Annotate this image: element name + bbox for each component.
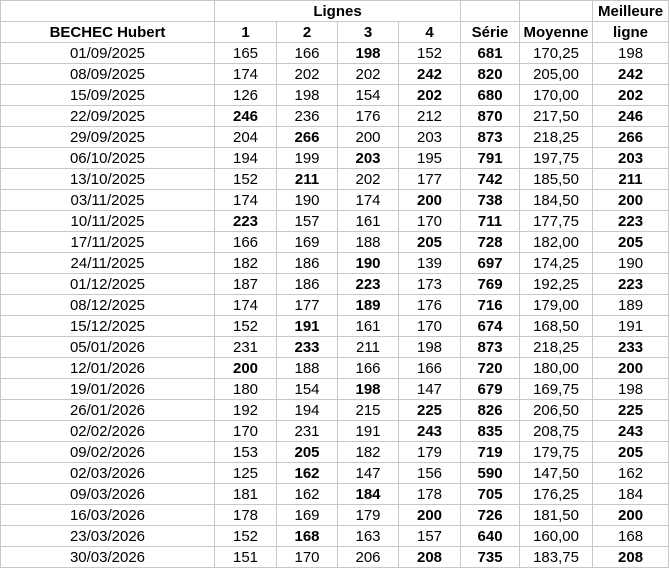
serie-cell: 873: [461, 127, 520, 148]
meilleure-ligne-cell: 266: [593, 127, 669, 148]
serie-cell: 742: [461, 169, 520, 190]
line-3-cell: 188: [338, 232, 399, 253]
meilleure-ligne-cell: 208: [593, 547, 669, 568]
meilleure-ligne-cell: 225: [593, 400, 669, 421]
meilleure-ligne-cell: 243: [593, 421, 669, 442]
moyenne-cell: 218,25: [520, 127, 593, 148]
line-4-cell: 170: [399, 211, 461, 232]
date-cell: 15/09/2025: [1, 85, 215, 106]
date-cell: 06/10/2025: [1, 148, 215, 169]
moyenne-cell: 180,00: [520, 358, 593, 379]
line-3-cell: 174: [338, 190, 399, 211]
serie-cell: 791: [461, 148, 520, 169]
line-4-cell: 242: [399, 64, 461, 85]
header-row-sub: [1, 22, 669, 43]
moyenne-cell: 205,00: [520, 64, 593, 85]
line-1-cell: 165: [215, 43, 277, 64]
moyenne-cell: 177,75: [520, 211, 593, 232]
meilleure-ligne-cell: 190: [593, 253, 669, 274]
line-3-cell: 176: [338, 106, 399, 127]
line-2-cell: 154: [277, 379, 338, 400]
line-1-cell: 125: [215, 463, 277, 484]
date-cell: 30/03/2026: [1, 547, 215, 568]
serie-cell: 681: [461, 43, 520, 64]
line-1-cell: 153: [215, 442, 277, 463]
line-1-cell: 178: [215, 505, 277, 526]
moyenne-cell: 192,25: [520, 274, 593, 295]
meilleure-ligne-cell: 200: [593, 505, 669, 526]
line-1-cell: 126: [215, 85, 277, 106]
serie-cell: 769: [461, 274, 520, 295]
date-cell: 17/11/2025: [1, 232, 215, 253]
line-3-cell: 182: [338, 442, 399, 463]
line-2-cell: 199: [277, 148, 338, 169]
date-cell: 29/09/2025: [1, 127, 215, 148]
moyenne-cell: 197,75: [520, 148, 593, 169]
line-3-cell: 190: [338, 253, 399, 274]
date-cell: 23/03/2026: [1, 526, 215, 547]
line-3-cell: 200: [338, 127, 399, 148]
meilleure-ligne-cell: 211: [593, 169, 669, 190]
line-1-cell: 181: [215, 484, 277, 505]
line-2-cell: 162: [277, 463, 338, 484]
serie-header: Série: [461, 22, 520, 43]
line-1-cell: 194: [215, 148, 277, 169]
line-1-cell: 231: [215, 337, 277, 358]
line-4-cell: 176: [399, 295, 461, 316]
line-3-cell: 189: [338, 295, 399, 316]
line-3-cell: 215: [338, 400, 399, 421]
date-cell: 02/03/2026: [1, 463, 215, 484]
date-cell: 02/02/2026: [1, 421, 215, 442]
header-blank-cell: [1, 1, 215, 22]
line-2-cell: 177: [277, 295, 338, 316]
meilleure-ligne-cell: 184: [593, 484, 669, 505]
line-3-cell: 161: [338, 211, 399, 232]
line-1-cell: 182: [215, 253, 277, 274]
moyenne-cell: 160,00: [520, 526, 593, 547]
table-row: [1, 421, 669, 442]
line-3-cell: 191: [338, 421, 399, 442]
table-row: [1, 232, 669, 253]
meilleure-ligne-cell: 189: [593, 295, 669, 316]
line-3-cell: 202: [338, 64, 399, 85]
line-2-cell: 157: [277, 211, 338, 232]
date-cell: 05/01/2026: [1, 337, 215, 358]
date-cell: 19/01/2026: [1, 379, 215, 400]
moyenne-cell: 184,50: [520, 190, 593, 211]
date-cell: 22/09/2025: [1, 106, 215, 127]
meilleure-ligne-cell: 205: [593, 232, 669, 253]
serie-cell: 738: [461, 190, 520, 211]
line-3-cell: 202: [338, 169, 399, 190]
line-2-cell: 169: [277, 232, 338, 253]
table-row: [1, 148, 669, 169]
line-1-cell: 246: [215, 106, 277, 127]
date-cell: 15/12/2025: [1, 316, 215, 337]
line-1-cell: 204: [215, 127, 277, 148]
table-row: [1, 211, 669, 232]
line-4-cell: 147: [399, 379, 461, 400]
table-row: [1, 127, 669, 148]
line-4-cell: 156: [399, 463, 461, 484]
moyenne-cell: 168,50: [520, 316, 593, 337]
moyenne-cell: 147,50: [520, 463, 593, 484]
line-2-cell: 186: [277, 274, 338, 295]
line-4-cell: 208: [399, 547, 461, 568]
line-1-cell: 151: [215, 547, 277, 568]
meilleure-ligne-cell: 168: [593, 526, 669, 547]
serie-cell: 826: [461, 400, 520, 421]
line-2-cell: 169: [277, 505, 338, 526]
date-cell: 03/11/2025: [1, 190, 215, 211]
date-cell: 09/02/2026: [1, 442, 215, 463]
line-3-cell: 223: [338, 274, 399, 295]
moyenne-cell: 181,50: [520, 505, 593, 526]
meilleure-ligne-cell: 242: [593, 64, 669, 85]
serie-cell: 590: [461, 463, 520, 484]
header-blank-moyenne: [520, 1, 593, 22]
date-cell: 10/11/2025: [1, 211, 215, 232]
serie-cell: 711: [461, 211, 520, 232]
line-4-cell: 243: [399, 421, 461, 442]
line-2-cell: 168: [277, 526, 338, 547]
line-4-cell: 225: [399, 400, 461, 421]
table-row: [1, 442, 669, 463]
table-row: [1, 547, 669, 568]
moyenne-cell: 182,00: [520, 232, 593, 253]
meilleure-ligne-cell: 200: [593, 190, 669, 211]
line-2-header: 2: [277, 22, 338, 43]
table-row: [1, 484, 669, 505]
table-row: [1, 337, 669, 358]
line-4-header: 4: [399, 22, 461, 43]
moyenne-cell: 174,25: [520, 253, 593, 274]
line-2-cell: 231: [277, 421, 338, 442]
line-3-cell: 154: [338, 85, 399, 106]
line-1-cell: 180: [215, 379, 277, 400]
meilleure-ligne-cell: 162: [593, 463, 669, 484]
moyenne-cell: 176,25: [520, 484, 593, 505]
date-cell: 08/09/2025: [1, 64, 215, 85]
moyenne-header: Moyenne: [520, 22, 593, 43]
moyenne-cell: 169,75: [520, 379, 593, 400]
table-row: [1, 295, 669, 316]
table-row: [1, 526, 669, 547]
line-3-cell: 179: [338, 505, 399, 526]
line-1-cell: 174: [215, 190, 277, 211]
line-3-cell: 166: [338, 358, 399, 379]
moyenne-cell: 208,75: [520, 421, 593, 442]
meilleure-ligne-cell: 205: [593, 442, 669, 463]
line-2-cell: 170: [277, 547, 338, 568]
date-cell: 09/03/2026: [1, 484, 215, 505]
table-row: [1, 253, 669, 274]
line-1-cell: 166: [215, 232, 277, 253]
table-row: [1, 190, 669, 211]
lignes-header: Lignes: [215, 1, 461, 22]
line-2-cell: 166: [277, 43, 338, 64]
table-row: [1, 463, 669, 484]
meilleure-header: Meilleure: [593, 1, 669, 22]
date-cell: 12/01/2026: [1, 358, 215, 379]
serie-cell: 820: [461, 64, 520, 85]
table-row: [1, 316, 669, 337]
table-row: [1, 274, 669, 295]
date-cell: 26/01/2026: [1, 400, 215, 421]
line-4-cell: 173: [399, 274, 461, 295]
line-1-cell: 187: [215, 274, 277, 295]
meilleure-ligne-cell: 198: [593, 379, 669, 400]
serie-cell: 680: [461, 85, 520, 106]
line-4-cell: 157: [399, 526, 461, 547]
line-1-cell: 200: [215, 358, 277, 379]
table-row: [1, 169, 669, 190]
line-1-cell: 174: [215, 64, 277, 85]
serie-cell: 705: [461, 484, 520, 505]
line-2-cell: 198: [277, 85, 338, 106]
ligne-header: ligne: [593, 22, 669, 43]
moyenne-cell: 206,50: [520, 400, 593, 421]
moyenne-cell: 185,50: [520, 169, 593, 190]
line-3-cell: 203: [338, 148, 399, 169]
line-2-cell: 162: [277, 484, 338, 505]
line-1-header: 1: [215, 22, 277, 43]
line-2-cell: 205: [277, 442, 338, 463]
line-3-cell: 206: [338, 547, 399, 568]
serie-cell: 870: [461, 106, 520, 127]
serie-cell: 674: [461, 316, 520, 337]
line-2-cell: 194: [277, 400, 338, 421]
line-2-cell: 211: [277, 169, 338, 190]
line-3-cell: 147: [338, 463, 399, 484]
table-row: [1, 106, 669, 127]
line-4-cell: 177: [399, 169, 461, 190]
table-row: [1, 379, 669, 400]
meilleure-ligne-cell: 202: [593, 85, 669, 106]
line-1-cell: 192: [215, 400, 277, 421]
line-4-cell: 178: [399, 484, 461, 505]
line-2-cell: 266: [277, 127, 338, 148]
line-2-cell: 236: [277, 106, 338, 127]
serie-cell: 720: [461, 358, 520, 379]
table-row: [1, 358, 669, 379]
table-row: [1, 505, 669, 526]
line-3-cell: 184: [338, 484, 399, 505]
line-1-cell: 152: [215, 316, 277, 337]
table-row: [1, 400, 669, 421]
moyenne-cell: 183,75: [520, 547, 593, 568]
line-1-cell: 174: [215, 295, 277, 316]
table-row: [1, 43, 669, 64]
meilleure-ligne-cell: 203: [593, 148, 669, 169]
moyenne-cell: 170,00: [520, 85, 593, 106]
moyenne-cell: 217,50: [520, 106, 593, 127]
serie-cell: 679: [461, 379, 520, 400]
line-4-cell: 198: [399, 337, 461, 358]
serie-cell: 873: [461, 337, 520, 358]
serie-cell: 697: [461, 253, 520, 274]
header-row-top: [1, 1, 669, 22]
line-3-cell: 163: [338, 526, 399, 547]
table-row: [1, 64, 669, 85]
line-1-cell: 152: [215, 526, 277, 547]
moyenne-cell: 218,25: [520, 337, 593, 358]
meilleure-ligne-cell: 200: [593, 358, 669, 379]
line-3-header: 3: [338, 22, 399, 43]
line-4-cell: 212: [399, 106, 461, 127]
line-2-cell: 190: [277, 190, 338, 211]
line-2-cell: 186: [277, 253, 338, 274]
line-4-cell: 205: [399, 232, 461, 253]
date-cell: 24/11/2025: [1, 253, 215, 274]
line-1-cell: 223: [215, 211, 277, 232]
serie-cell: 640: [461, 526, 520, 547]
line-1-cell: 152: [215, 169, 277, 190]
player-name: BECHEC Hubert: [1, 22, 215, 43]
date-cell: 08/12/2025: [1, 295, 215, 316]
meilleure-ligne-cell: 233: [593, 337, 669, 358]
serie-cell: 716: [461, 295, 520, 316]
line-4-cell: 202: [399, 85, 461, 106]
line-2-cell: 233: [277, 337, 338, 358]
meilleure-ligne-cell: 223: [593, 274, 669, 295]
serie-cell: 735: [461, 547, 520, 568]
serie-cell: 726: [461, 505, 520, 526]
line-2-cell: 191: [277, 316, 338, 337]
date-cell: 13/10/2025: [1, 169, 215, 190]
line-2-cell: 202: [277, 64, 338, 85]
line-4-cell: 166: [399, 358, 461, 379]
line-4-cell: 200: [399, 505, 461, 526]
line-4-cell: 139: [399, 253, 461, 274]
moyenne-cell: 179,00: [520, 295, 593, 316]
header-blank-serie: [461, 1, 520, 22]
line-2-cell: 188: [277, 358, 338, 379]
date-cell: 01/09/2025: [1, 43, 215, 64]
serie-cell: 835: [461, 421, 520, 442]
line-1-cell: 170: [215, 421, 277, 442]
line-4-cell: 200: [399, 190, 461, 211]
moyenne-cell: 179,75: [520, 442, 593, 463]
line-4-cell: 203: [399, 127, 461, 148]
line-4-cell: 170: [399, 316, 461, 337]
meilleure-ligne-cell: 198: [593, 43, 669, 64]
line-3-cell: 198: [338, 43, 399, 64]
meilleure-ligne-cell: 191: [593, 316, 669, 337]
line-4-cell: 195: [399, 148, 461, 169]
table-row: [1, 85, 669, 106]
date-cell: 01/12/2025: [1, 274, 215, 295]
line-3-cell: 161: [338, 316, 399, 337]
line-3-cell: 211: [338, 337, 399, 358]
line-4-cell: 152: [399, 43, 461, 64]
serie-cell: 719: [461, 442, 520, 463]
serie-cell: 728: [461, 232, 520, 253]
line-4-cell: 179: [399, 442, 461, 463]
meilleure-ligne-cell: 246: [593, 106, 669, 127]
moyenne-cell: 170,25: [520, 43, 593, 64]
line-3-cell: 198: [338, 379, 399, 400]
date-cell: 16/03/2026: [1, 505, 215, 526]
meilleure-ligne-cell: 223: [593, 211, 669, 232]
